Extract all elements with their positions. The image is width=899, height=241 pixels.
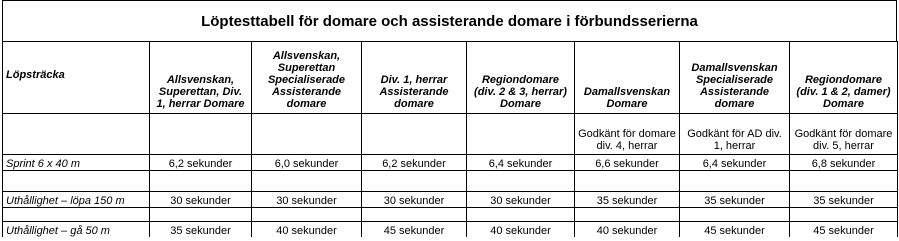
header-cell: Regiondomare (div. 2 & 3, herrar) Domare bbox=[467, 41, 575, 113]
value-cell: 30 sekunder bbox=[252, 191, 362, 207]
header-row bbox=[3, 41, 898, 113]
value-cell: 6,8 sekunder bbox=[790, 154, 898, 170]
note-cell bbox=[467, 113, 575, 154]
spacer-row bbox=[3, 170, 898, 191]
value-cell: 45 sekunder bbox=[362, 221, 467, 237]
run-test-table bbox=[2, 41, 898, 237]
note-cell bbox=[252, 113, 362, 154]
value-cell: 6,2 sekunder bbox=[150, 154, 252, 170]
row-label: Uthållighet – gå 50 m bbox=[3, 221, 150, 237]
note-row bbox=[3, 113, 898, 154]
header-cell: Damallsvenskan Specialiserade Assisterande domare bbox=[680, 41, 790, 113]
note-cell: Godkänt för domare div. 5, herrar bbox=[790, 113, 898, 154]
header-cell: Allsvenskan, Superettan, Div. 1, herrar Domare bbox=[150, 41, 252, 113]
note-cell: Godkänt för AD div. 1, herrar bbox=[680, 113, 790, 154]
table-row bbox=[3, 221, 898, 237]
spacer-row bbox=[3, 207, 898, 221]
value-cell: 6,4 sekunder bbox=[467, 154, 575, 170]
table-title: Löptesttabell för domare och assisterande domare i förbundsserierna bbox=[2, 0, 897, 42]
value-cell: 40 sekunder bbox=[252, 221, 362, 237]
value-cell: 35 sekunder bbox=[680, 191, 790, 207]
value-cell: 6,2 sekunder bbox=[362, 154, 467, 170]
header-cell: Damallsvenskan Domare bbox=[575, 41, 680, 113]
value-cell: 45 sekunder bbox=[680, 221, 790, 237]
table-row bbox=[3, 154, 898, 170]
header-cell: Allsvenskan, Superettan Specialiserade Assisterande domare bbox=[252, 41, 362, 113]
header-cell: Div. 1, herrar Assisterande domare bbox=[362, 41, 467, 113]
value-cell: 30 sekunder bbox=[362, 191, 467, 207]
note-cell bbox=[150, 113, 252, 154]
value-cell: 35 sekunder bbox=[150, 221, 252, 237]
header-cell: Regiondomare (div. 1 & 2, damer) Domare bbox=[790, 41, 898, 113]
value-cell: 35 sekunder bbox=[790, 191, 898, 207]
note-cell: Godkänt för domare div. 4, herrar bbox=[575, 113, 680, 154]
value-cell: 35 sekunder bbox=[575, 191, 680, 207]
row-label: Sprint 6 x 40 m bbox=[3, 154, 150, 170]
note-cell bbox=[362, 113, 467, 154]
table-row bbox=[3, 191, 898, 207]
value-cell: 40 sekunder bbox=[575, 221, 680, 237]
value-cell: 6,4 sekunder bbox=[680, 154, 790, 170]
value-cell: 40 sekunder bbox=[467, 221, 575, 237]
note-cell bbox=[3, 113, 150, 154]
row-label: Uthållighet – löpa 150 m bbox=[3, 191, 150, 207]
value-cell: 30 sekunder bbox=[150, 191, 252, 207]
value-cell: 6,0 sekunder bbox=[252, 154, 362, 170]
value-cell: 30 sekunder bbox=[467, 191, 575, 207]
value-cell: 6,6 sekunder bbox=[575, 154, 680, 170]
value-cell: 45 sekunder bbox=[790, 221, 898, 237]
header-cell-distance: Löpsträcka bbox=[3, 41, 150, 113]
